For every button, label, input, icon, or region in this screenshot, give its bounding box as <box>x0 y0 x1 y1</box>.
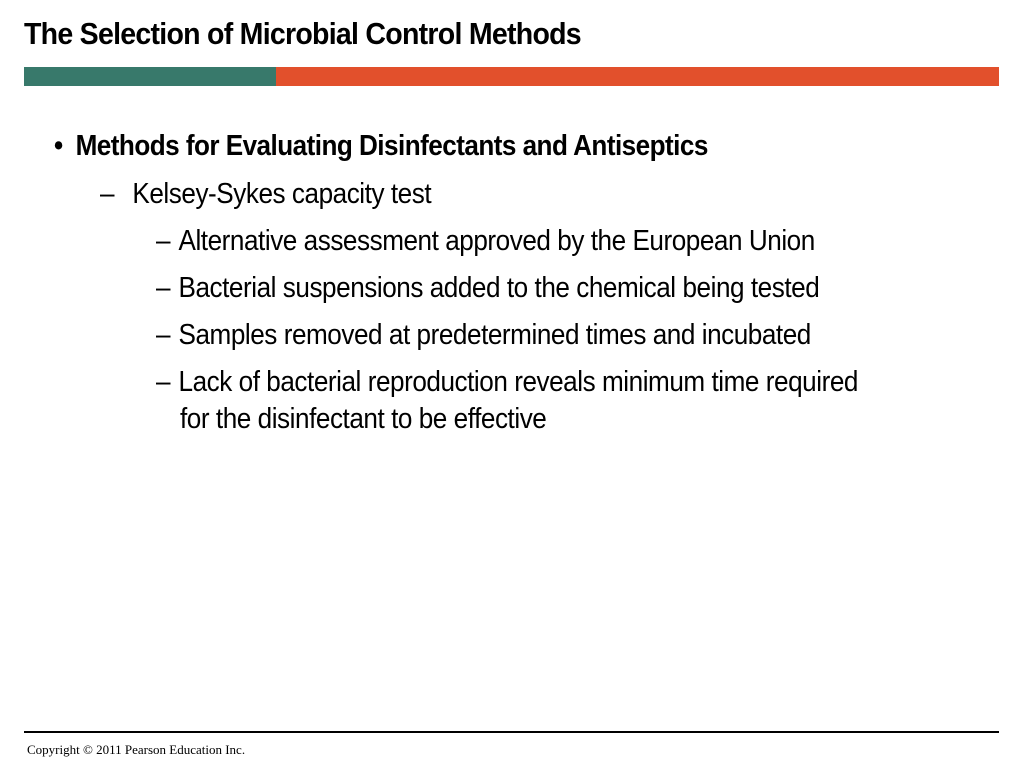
dash-icon: – <box>156 272 171 304</box>
bullet-dot-icon: • <box>54 130 63 162</box>
bullet-level1-text: Methods for Evaluating Disinfectants and Antiseptics <box>75 130 708 162</box>
bullet-level3-text: Lack of bacterial reproduction reveals minimum time required <box>178 366 858 398</box>
bullet-level3 <box>156 225 815 258</box>
bullet-level2 <box>100 178 431 211</box>
dash-icon: – <box>156 225 171 257</box>
slide-title: The Selection of Microbial Control Methods <box>24 16 581 51</box>
dash-icon: – <box>156 319 171 351</box>
bullet-level3 <box>156 319 811 352</box>
dash-icon: – <box>100 178 115 210</box>
footer-divider <box>24 731 999 733</box>
bullet-level3-text: Alternative assessment approved by the European Union <box>178 225 815 257</box>
bullet-level3 <box>156 272 819 305</box>
bullet-level1 <box>54 130 708 163</box>
bullet-level3-text: Bacterial suspensions added to the chemical being tested <box>178 272 820 304</box>
bullet-level3-text: Samples removed at predetermined times and incubated <box>178 319 811 351</box>
bullet-level2-text: Kelsey-Sykes capacity test <box>132 178 432 210</box>
copyright-notice: Copyright © 2011 Pearson Education Inc. <box>27 742 246 757</box>
bullet-level3-continuation <box>180 403 546 436</box>
bullet-level3 <box>156 366 858 399</box>
dash-icon: – <box>156 366 171 398</box>
bullet-level3-text: for the disinfectant to be effective <box>180 403 547 435</box>
